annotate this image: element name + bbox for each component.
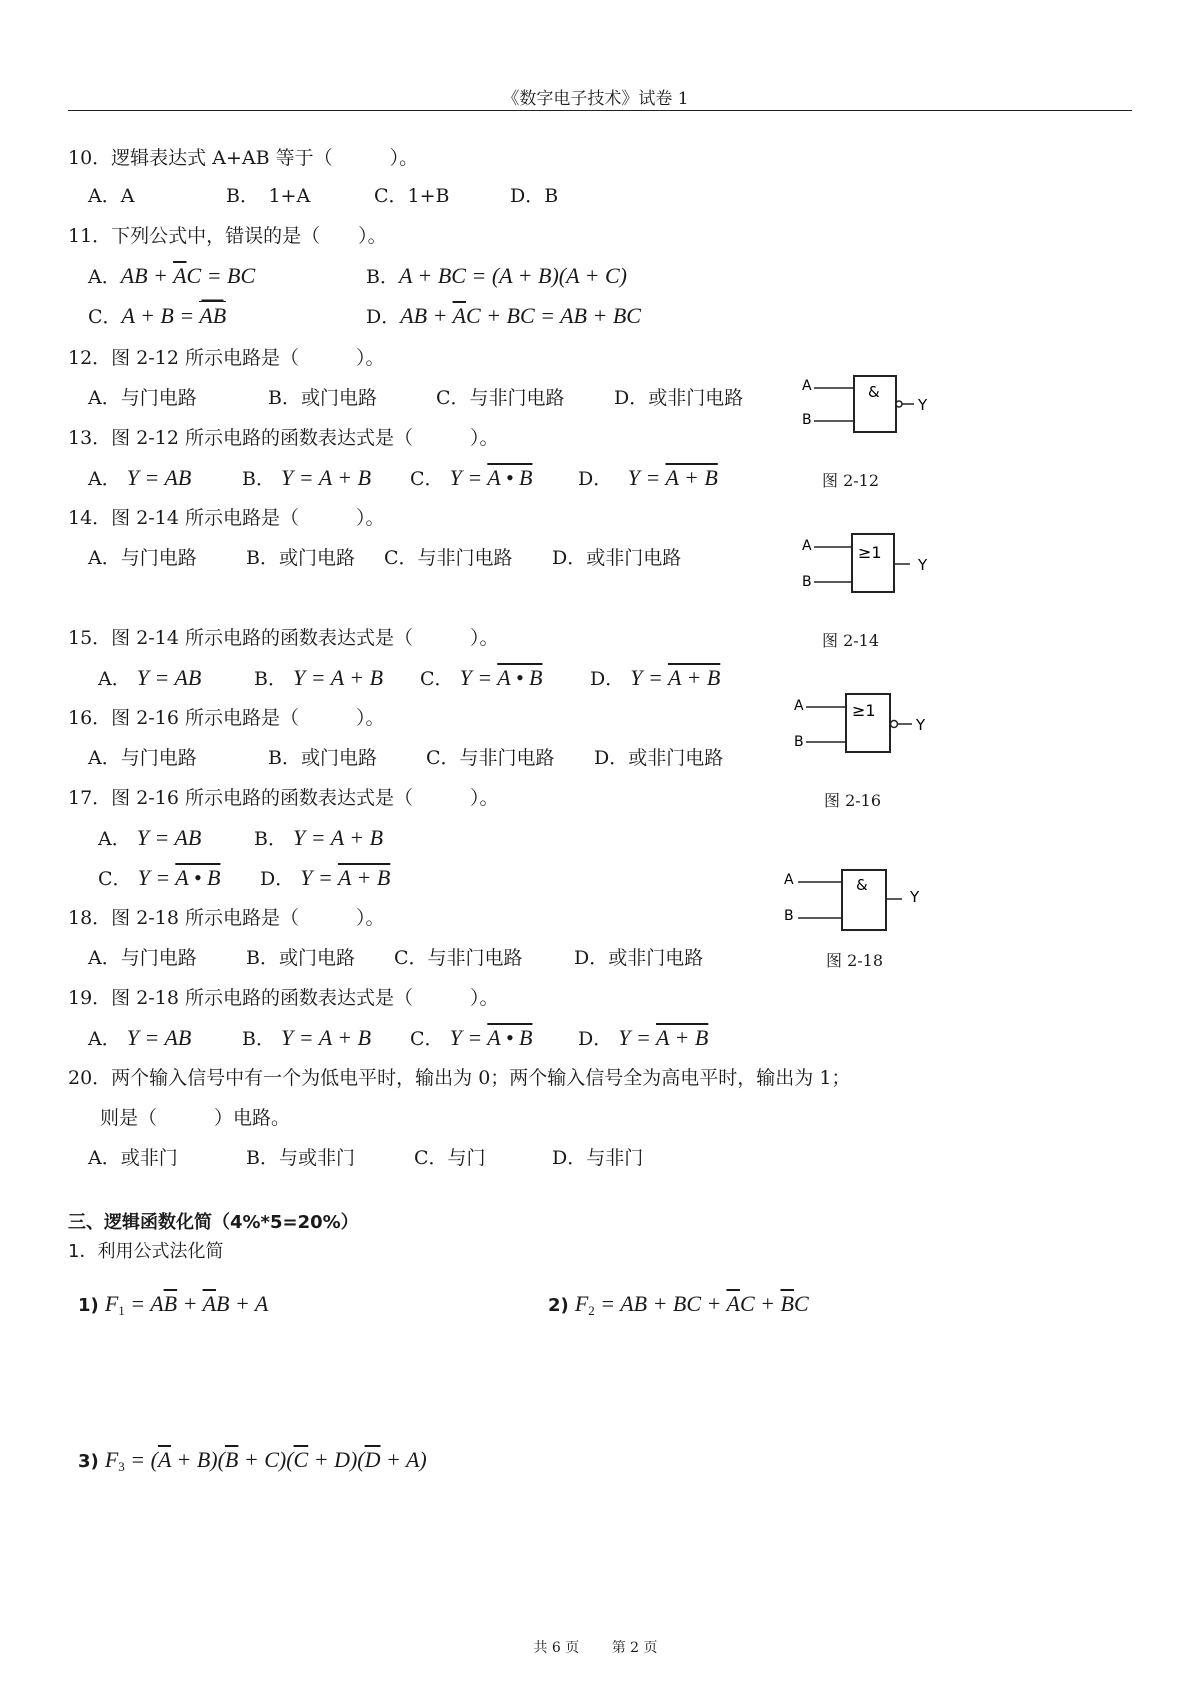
fig-2-14-output: Y — [918, 556, 928, 574]
q12-option-c: C．与非门电路 — [436, 387, 565, 409]
section-title: 三、逻辑函数化简（4%*5=20%） — [68, 1212, 359, 1233]
q10-option-c: C．1+B — [374, 185, 450, 207]
fig-2-12-input-a: A — [802, 378, 812, 394]
q19-option-b: B． Y = A + B — [242, 1025, 372, 1050]
fig-2-16-input-a: A — [794, 698, 804, 714]
figure-2-14-caption: 图 2-14 — [822, 631, 880, 650]
fig-2-18-output: Y — [910, 888, 920, 906]
q20-stem-continued: 则是（ ）电路。 — [100, 1107, 291, 1129]
fig-2-12-symbol: & — [868, 383, 880, 401]
figure-2-14-gate-diagram — [796, 532, 936, 602]
q19-option-c: C． Y = A • B — [410, 1025, 533, 1050]
fig-2-14-input-a: A — [802, 538, 812, 554]
q17-option-a: A． Y = AB — [98, 825, 202, 850]
q11-option-b: B．A + BC = (A + B)(A + C) — [366, 263, 628, 288]
q18-option-c: C．与非门电路 — [394, 947, 523, 969]
q13-stem: 13．图 2-12 所示电路的函数表达式是（ ）。 — [68, 427, 499, 449]
figure-2-16-caption: 图 2-16 — [824, 791, 882, 810]
q12-option-a: A．与门电路 — [88, 387, 197, 409]
q20-stem: 20．两个输入信号中有一个为低电平时，输出为 0；两个输入信号全为高电平时，输出为 1； — [68, 1067, 851, 1089]
footer-total-pages: 共 6 页 — [533, 1640, 580, 1656]
q16-option-a: A．与门电路 — [88, 747, 197, 769]
q10-option-d: D．B — [510, 185, 559, 207]
q17-option-c: C． Y = A • B — [98, 865, 221, 890]
simplify-problem-3: 3) $F_3 = (\overline{A} + B)(\overline{B} + C)(\overline{C} + D)(\overline{D} + A)$ — [78, 1447, 427, 1474]
q15-stem: 15．图 2-14 所示电路的函数表达式是（ ）。 — [68, 627, 499, 649]
q12-stem: 12．图 2-12 所示电路是（ ）。 — [68, 347, 385, 369]
fig-2-16-output: Y — [916, 716, 926, 734]
q15-option-b: B． Y = A + B — [254, 665, 384, 690]
q14-option-a: A．与门电路 — [88, 547, 197, 569]
q18-option-d: D．或非门电路 — [574, 947, 704, 969]
q20-option-a: A．或非门 — [88, 1147, 178, 1169]
q14-option-c: C．与非门电路 — [384, 547, 513, 569]
q20-option-b: B．与或非门 — [246, 1147, 355, 1169]
q10-option-b: B． 1+A — [226, 185, 311, 207]
fig-2-18-symbol: & — [856, 876, 868, 894]
q15-option-c: C． Y = A • B — [420, 665, 543, 690]
fig-2-18-input-a: A — [784, 872, 794, 888]
fig-2-18-input-b: B — [784, 908, 794, 924]
q14-option-d: D．或非门电路 — [552, 547, 682, 569]
q19-option-d: D． Y = A + B — [578, 1025, 709, 1050]
figure-2-16-gate-diagram — [790, 692, 936, 762]
q14-option-b: B．或门电路 — [246, 547, 355, 569]
q11-option-c: C．A + B = AB — [88, 303, 227, 328]
fig-2-14-symbol: ≥1 — [858, 543, 882, 562]
q17-option-d: D． Y = A + B — [260, 865, 391, 890]
q13-option-d: D． Y = A + B — [578, 465, 718, 490]
fig-2-14-input-b: B — [802, 574, 812, 590]
q10-stem: 10．逻辑表达式 A+AB 等于（ ）。 — [68, 147, 419, 169]
q16-option-c: C．与非门电路 — [426, 747, 555, 769]
q15-option-a: A． Y = AB — [98, 665, 202, 690]
q19-option-a: A． Y = AB — [88, 1025, 192, 1050]
q11-option-d: D．AB + $\overline{A}C$ + BC = AB + BC — [366, 303, 641, 328]
simplify-problem-2: 2) $F_2$ = AB + BC + $\overline{A}C + \overline{B}C$ — [548, 1291, 809, 1318]
q12-option-b: B．或门电路 — [268, 387, 377, 409]
q18-option-b: B．或门电路 — [246, 947, 355, 969]
q16-option-d: D．或非门电路 — [594, 747, 724, 769]
fig-2-16-symbol: ≥1 — [852, 701, 876, 720]
q11-stem: 11．下列公式中，错误的是（ ）。 — [68, 225, 387, 247]
q16-option-b: B．或门电路 — [268, 747, 377, 769]
footer-current-page: 第 2 页 — [611, 1640, 658, 1656]
q13-option-a: A． Y = AB — [88, 465, 192, 490]
page-header: 《数字电子技术》试卷 1 — [502, 89, 689, 109]
fig-2-16-input-b: B — [794, 734, 804, 750]
q17-stem: 17．图 2-16 所示电路的函数表达式是（ ）。 — [68, 787, 499, 809]
q16-stem: 16．图 2-16 所示电路是（ ）。 — [68, 707, 385, 729]
fig-2-12-output: Y — [918, 396, 928, 414]
q15-option-d: D． Y = A + B — [590, 665, 721, 690]
header-rule — [68, 110, 1132, 111]
section-subheading: 1．利用公式法化简 — [68, 1241, 224, 1262]
q14-stem: 14．图 2-14 所示电路是（ ）。 — [68, 507, 385, 529]
q18-option-a: A．与门电路 — [88, 947, 197, 969]
q17-option-b: B． Y = A + B — [254, 825, 384, 850]
figure-2-18-gate-diagram — [778, 866, 928, 936]
figure-2-18-caption: 图 2-18 — [826, 951, 884, 970]
q18-stem: 18．图 2-18 所示电路是（ ）。 — [68, 907, 385, 929]
page-footer — [0, 1637, 1191, 1657]
q19-stem: 19．图 2-18 所示电路的函数表达式是（ ）。 — [68, 987, 499, 1009]
q11-option-a: A．AB + $\overline{A}C$ = BC — [88, 263, 256, 288]
q10-option-a: A．A — [88, 185, 135, 207]
q12-option-d: D．或非门电路 — [614, 387, 744, 409]
q13-option-b: B． Y = A + B — [242, 465, 372, 490]
q13-option-c: C． Y = A • B — [410, 465, 533, 490]
figure-2-12-caption: 图 2-12 — [822, 471, 880, 490]
figure-2-12-gate-diagram — [796, 372, 936, 442]
q20-option-d: D．与非门 — [552, 1147, 644, 1169]
fig-2-12-input-b: B — [802, 412, 812, 428]
q20-option-c: C．与门 — [414, 1147, 486, 1169]
simplify-problem-1: 1) $F_1 = A\overline{B} + \overline{A}B + A$ — [78, 1291, 269, 1318]
